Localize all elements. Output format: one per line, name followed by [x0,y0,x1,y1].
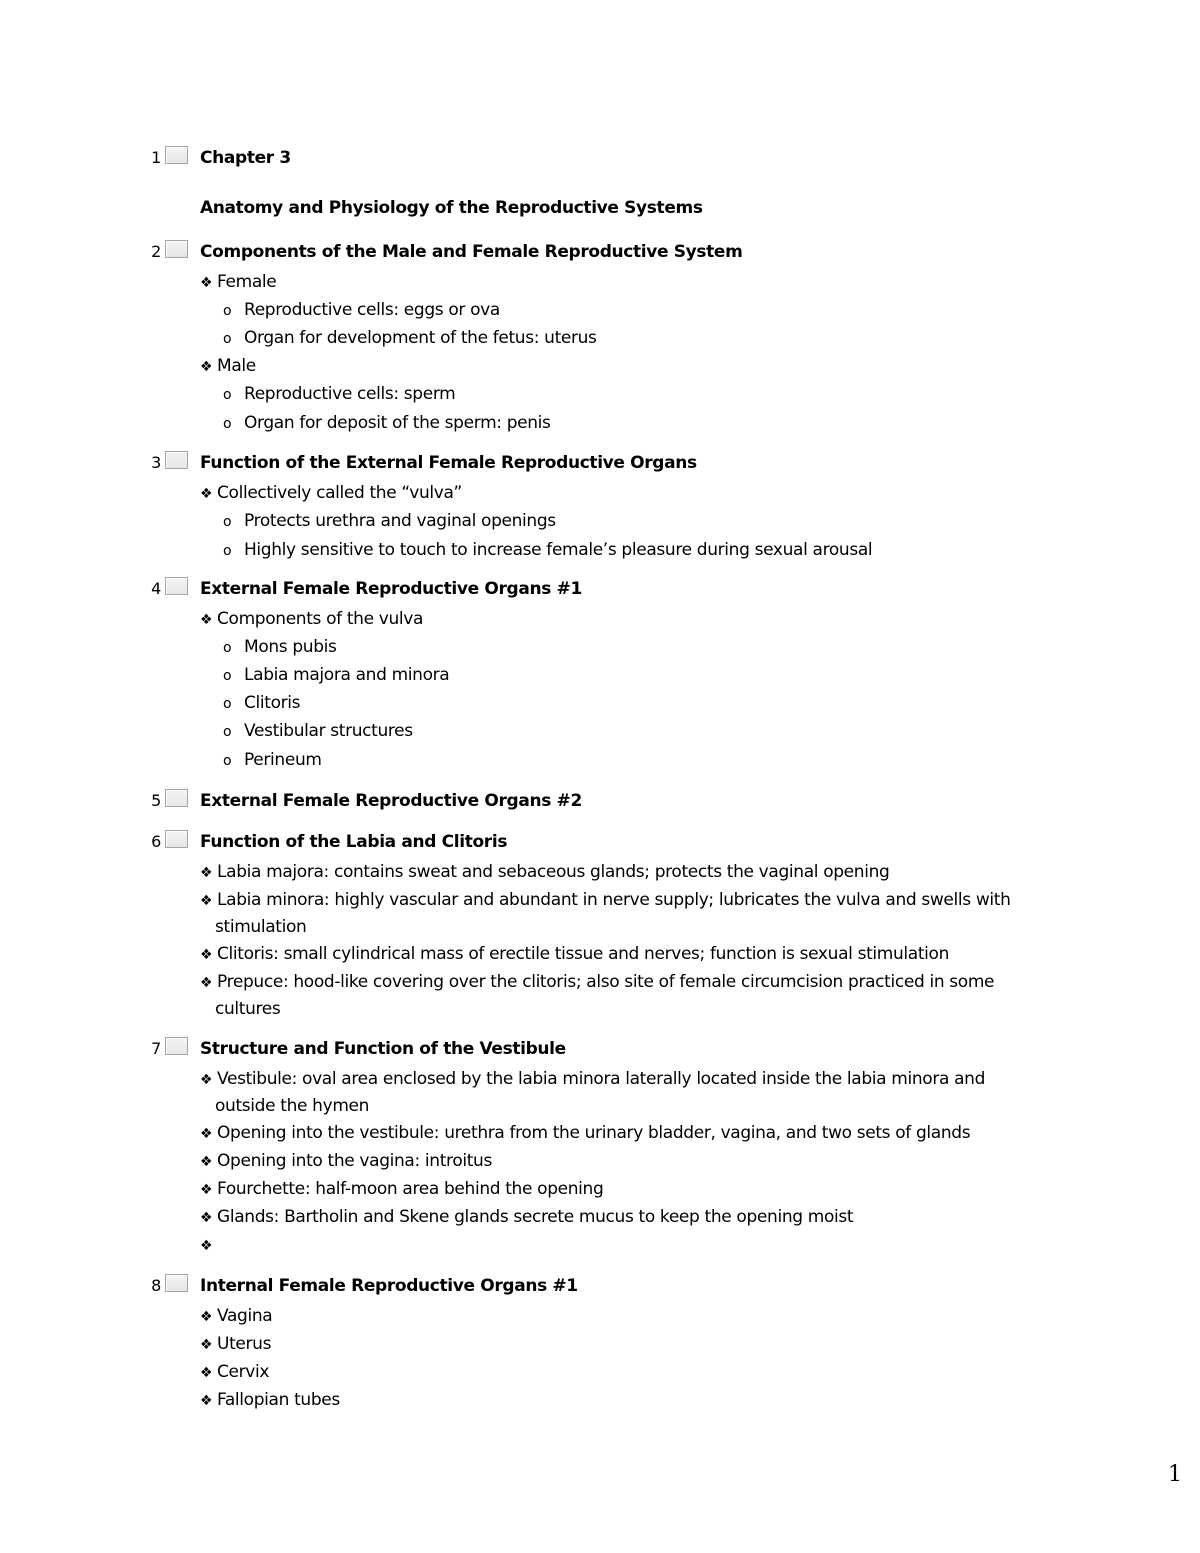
bullet-item [200,860,1040,885]
slide-number: 5 [151,791,161,810]
diamond-bullet-icon: ❖ [200,1365,213,1381]
bullet-item [200,1177,1040,1202]
diamond-bullet-icon: ❖ [200,1126,213,1142]
bullet-item [200,1360,1040,1385]
circle-bullet-icon: o [223,668,232,684]
diamond-bullet-icon: ❖ [200,275,213,291]
bullet-text: Organ for development of the fetus: uterus [244,328,597,348]
diamond-bullet-icon: ❖ [200,612,213,628]
sub-bullet-item [223,509,1063,534]
bullet-text: Cervix [217,1362,270,1382]
bullet-text: Organ for deposit of the sperm: penis [244,413,551,433]
diamond-bullet-icon: ❖ [200,865,213,881]
sub-bullet-item [223,748,1063,773]
circle-bullet-icon: o [223,303,232,319]
slide-title: Chapter 3 [200,148,291,168]
bullet-text-continuation: stimulation [215,917,307,937]
circle-bullet-icon: o [223,696,232,712]
diamond-bullet-icon: ❖ [200,1238,213,1254]
sub-bullet-item [223,635,1063,660]
slide-title: Function of the Labia and Clitoris [200,832,508,852]
bullet-item [200,970,1040,1021]
sub-bullet-item [223,382,1063,407]
bullet-text: Clitoris [244,693,301,713]
diamond-bullet-icon: ❖ [200,1210,213,1226]
sub-bullet-item [223,411,1063,436]
bullet-item [200,354,1040,379]
slide-thumbnail[interactable] [165,789,188,807]
slide-number: 7 [151,1039,161,1058]
bullet-item [200,888,1040,939]
circle-bullet-icon: o [223,640,232,656]
circle-bullet-icon: o [223,416,232,432]
page-number: 1 [1168,1462,1182,1487]
bullet-text: Components of the vulva [217,609,424,629]
sub-bullet-item [223,663,1063,688]
slide-thumbnail[interactable] [165,240,188,258]
diamond-bullet-icon: ❖ [200,947,213,963]
diamond-bullet-icon: ❖ [200,359,213,375]
sub-bullet-item [223,298,1063,323]
circle-bullet-icon: o [223,331,232,347]
slide-thumbnail[interactable] [165,451,188,469]
circle-bullet-icon: o [223,753,232,769]
bullet-text: Vestibule: oval area enclosed by the labia minora laterally located inside the labia minora and [217,1069,986,1089]
bullet-text: Glands: Bartholin and Skene glands secrete mucus to keep the opening moist [217,1207,854,1227]
bullet-text: Opening into the vestibule: urethra from the urinary bladder, vagina, and two sets of glands [217,1123,971,1143]
circle-bullet-icon: o [223,724,232,740]
bullet-item [200,1388,1040,1413]
slide-thumbnail[interactable] [165,146,188,164]
bullet-text: Reproductive cells: sperm [244,384,456,404]
bullet-text: Vestibular structures [244,721,413,741]
circle-bullet-icon: o [223,514,232,530]
diamond-bullet-icon: ❖ [200,1309,213,1325]
bullet-item [200,270,1040,295]
bullet-item [200,1121,1040,1146]
sub-bullet-item [223,719,1063,744]
bullet-text: Collectively called the “vulva” [217,483,462,503]
slide-number: 4 [151,579,161,598]
bullet-text: Female [217,272,277,292]
bullet-item [200,1067,1040,1118]
bullet-text: Labia majora and minora [244,665,450,685]
slide-title: Components of the Male and Female Reproductive System [200,242,743,262]
sub-bullet-item [223,538,1063,563]
bullet-item [200,1304,1040,1329]
bullet-text: Labia minora: highly vascular and abundant in nerve supply; lubricates the vulva and swells with [217,890,1011,910]
slide-subtitle: Anatomy and Physiology of the Reproductive Systems [200,198,703,218]
bullet-text: Clitoris: small cylindrical mass of erectile tissue and nerves; function is sexual stimulation [217,944,950,964]
diamond-bullet-icon: ❖ [200,1072,213,1088]
slide-thumbnail[interactable] [165,1274,188,1292]
diamond-bullet-icon: ❖ [200,1154,213,1170]
slide-title: Internal Female Reproductive Organs #1 [200,1276,578,1296]
bullet-item [200,1205,1040,1230]
bullet-item [200,481,1040,506]
slide-number: 8 [151,1276,161,1295]
slide-number: 6 [151,832,161,851]
circle-bullet-icon: o [223,387,232,403]
bullet-text: Reproductive cells: eggs or ova [244,300,500,320]
bullet-item [200,1332,1040,1357]
sub-bullet-item [223,691,1063,716]
bullet-text: Male [217,356,256,376]
slide-title: External Female Reproductive Organs #2 [200,791,582,811]
slide-number: 2 [151,242,161,261]
diamond-bullet-icon: ❖ [200,486,213,502]
slide-number: 3 [151,453,161,472]
diamond-bullet-icon: ❖ [200,1337,213,1353]
bullet-item [200,1233,1040,1258]
slide-thumbnail[interactable] [165,1037,188,1055]
bullet-text: Mons pubis [244,637,337,657]
bullet-text-continuation: outside the hymen [215,1096,370,1116]
diamond-bullet-icon: ❖ [200,975,213,991]
slide-title: External Female Reproductive Organs #1 [200,579,582,599]
sub-bullet-item [223,326,1063,351]
slide-number: 1 [151,148,161,167]
bullet-text: Vagina [217,1306,273,1326]
slide-thumbnail[interactable] [165,577,188,595]
slide-title: Function of the External Female Reproductive Organs [200,453,697,473]
slide-title: Structure and Function of the Vestibule [200,1039,566,1059]
bullet-text: Uterus [217,1334,272,1354]
bullet-item [200,607,1040,632]
bullet-text-continuation: cultures [215,999,281,1019]
diamond-bullet-icon: ❖ [200,1393,213,1409]
bullet-text: Protects urethra and vaginal openings [244,511,556,531]
bullet-item [200,942,1040,967]
bullet-text: Prepuce: hood-like covering over the clitoris; also site of female circumcision practiced in some [217,972,995,992]
diamond-bullet-icon: ❖ [200,893,213,909]
slide-thumbnail[interactable] [165,830,188,848]
bullet-text: Fallopian tubes [217,1390,340,1410]
diamond-bullet-icon: ❖ [200,1182,213,1198]
bullet-text: Opening into the vagina: introitus [217,1151,492,1171]
bullet-text: Perineum [244,750,322,770]
bullet-item [200,1149,1040,1174]
bullet-text: Fourchette: half-moon area behind the opening [217,1179,604,1199]
circle-bullet-icon: o [223,543,232,559]
bullet-text: Highly sensitive to touch to increase female’s pleasure during sexual arousal [244,540,873,560]
bullet-text: Labia majora: contains sweat and sebaceous glands; protects the vaginal opening [217,862,890,882]
